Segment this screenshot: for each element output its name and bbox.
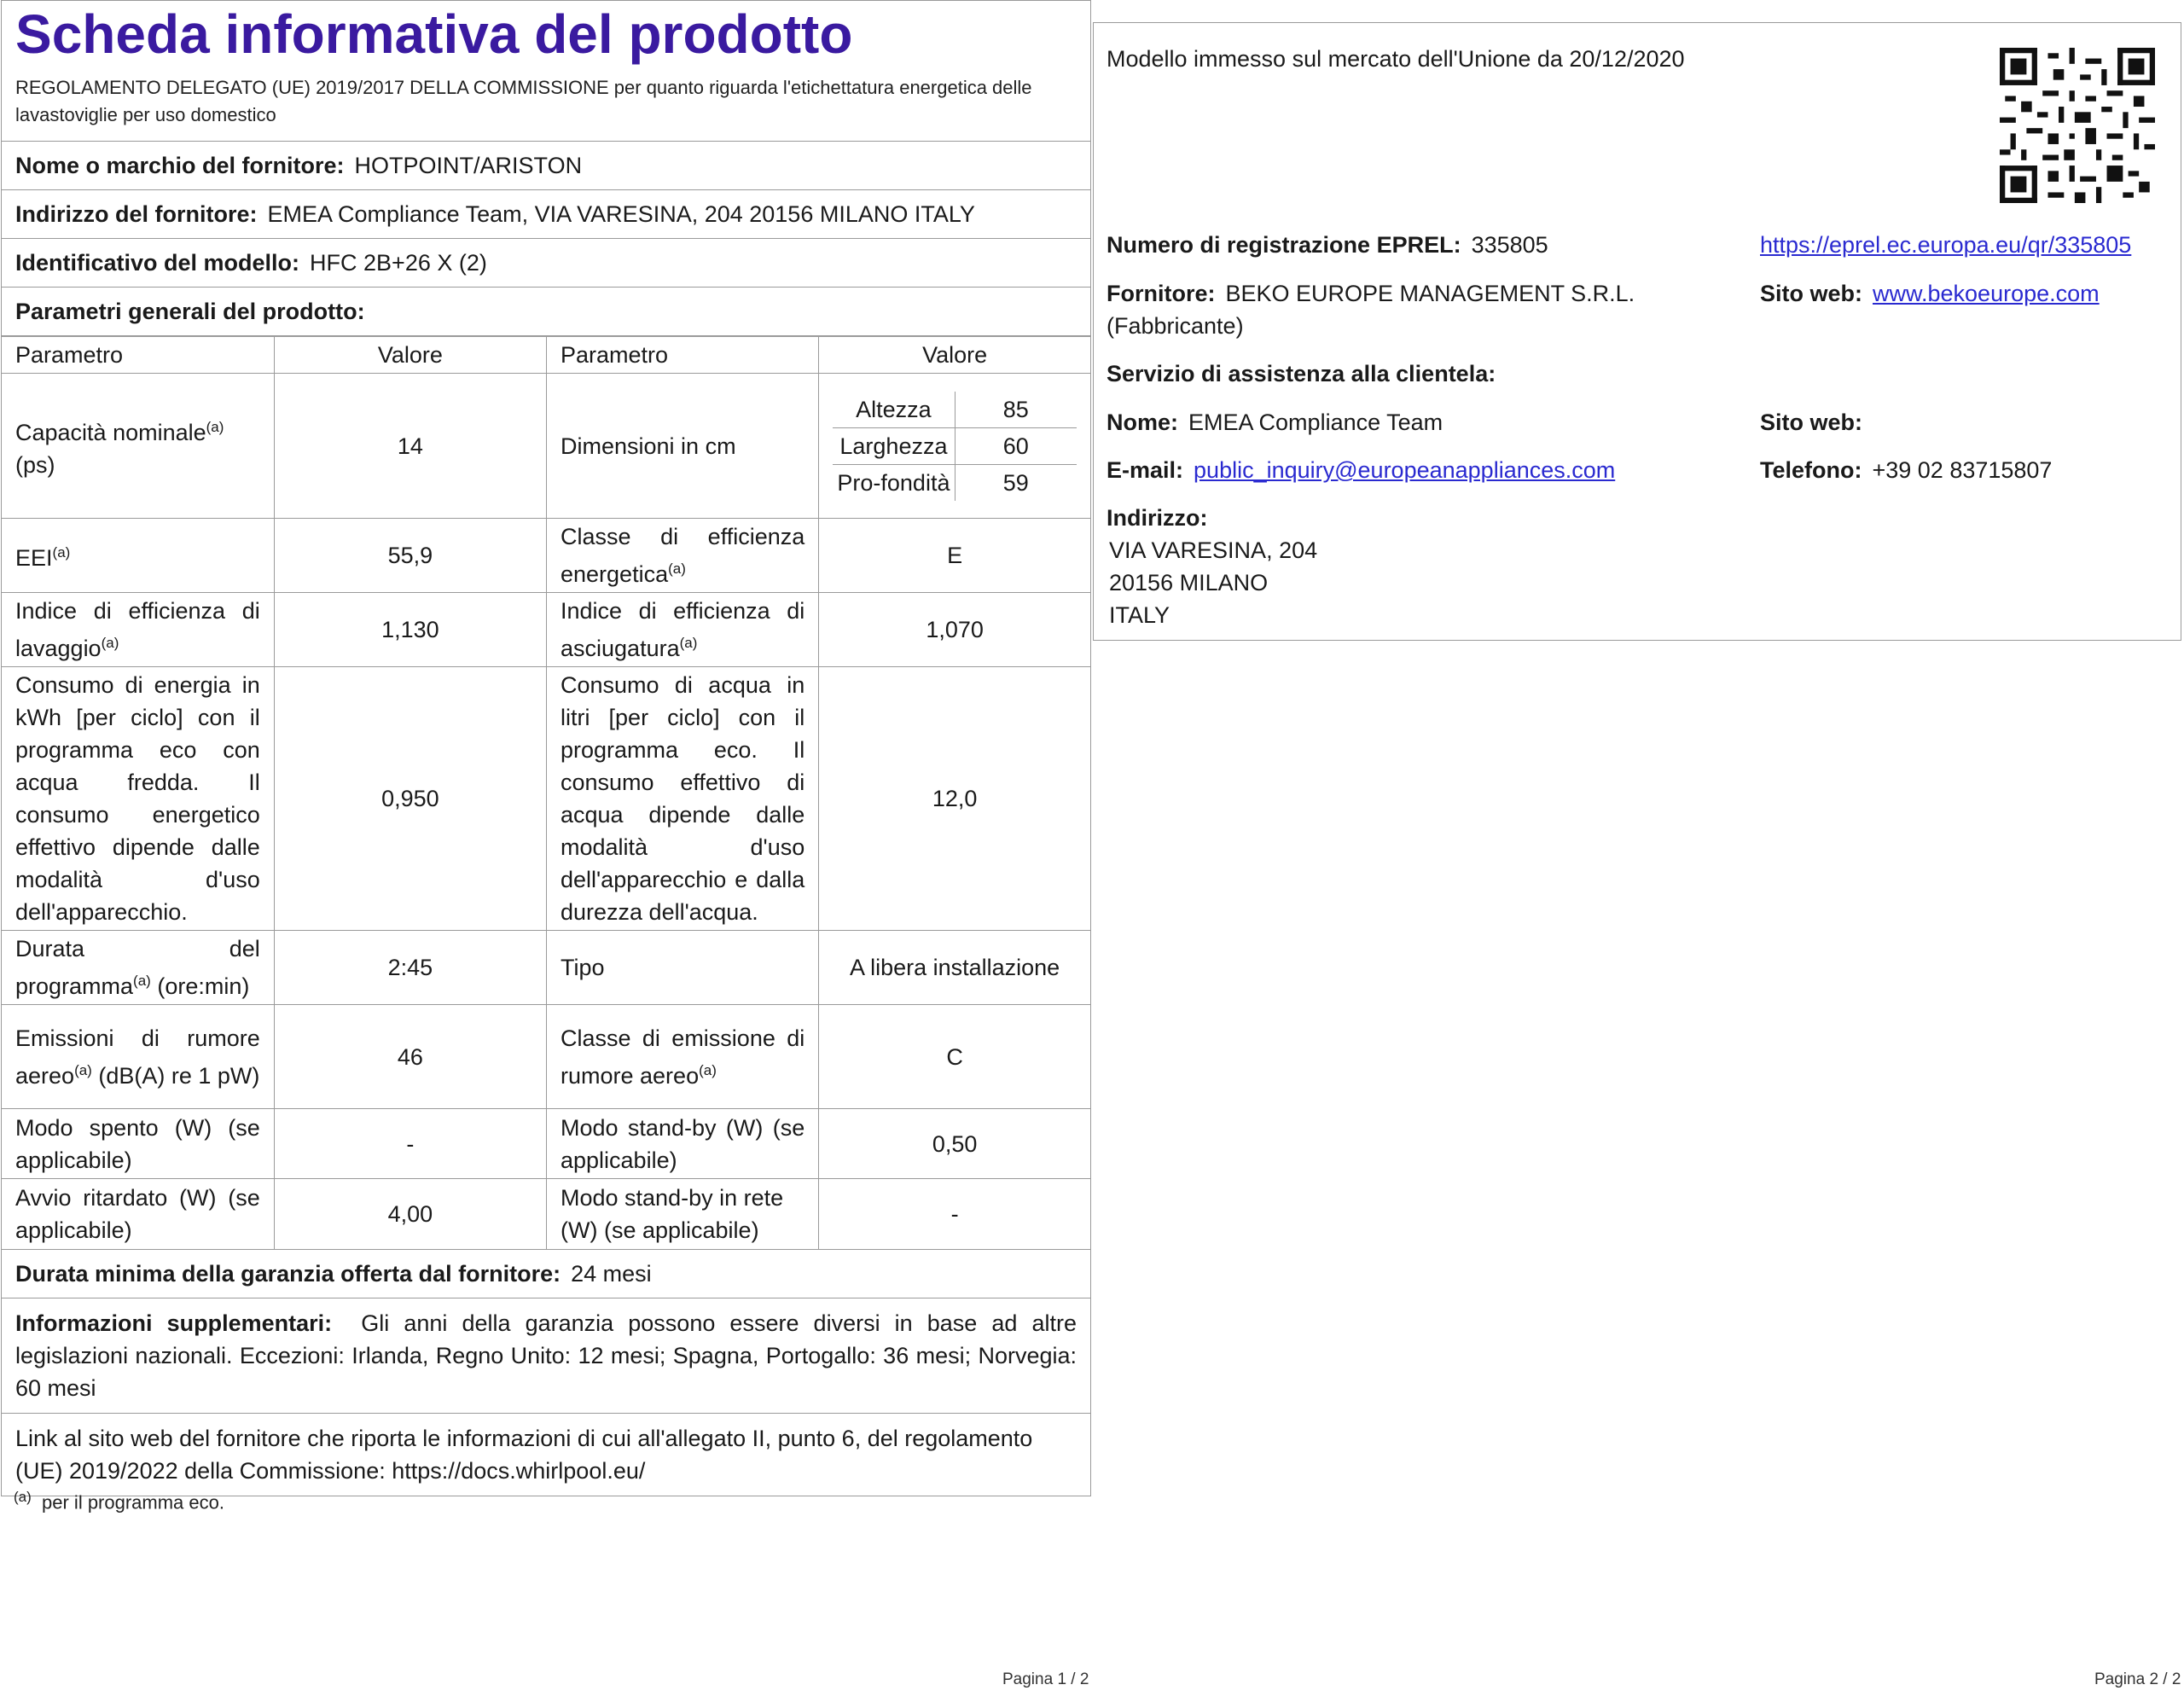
table-row — [2, 374, 1090, 519]
supplier-row — [1107, 277, 1746, 342]
capacity-label: Capacità nominale$^{(a)}$ (ps) — [2, 374, 274, 519]
capacity-value: 14 — [274, 374, 546, 519]
eprel-row — [1107, 229, 1548, 261]
page-number-left: Pagina 1 / 2 — [1002, 1670, 1089, 1688]
service-website-row — [1760, 406, 1862, 439]
extra-info-value: Gli anni della garanzia possono essere diversi in base ad altre legislazioni nazionali. Eccezioni: Irlanda, Regno Unito: 12 mesi; Spagna, Portogallo: 36 mesi; Norvegia: 60 mesi — [15, 1310, 1077, 1401]
phone-row — [1760, 454, 2052, 486]
service-name-row — [1107, 406, 1443, 439]
email-label: E-mail: — [1107, 457, 1184, 483]
address-line-3: ITALY — [1109, 602, 1170, 628]
supplier-value: BEKO EUROPE MANAGEMENT S.R.L. (Fabbricante) — [1107, 281, 1635, 339]
width-label: Larghezza — [833, 427, 955, 464]
address-line-1: VIA VARESINA, 204 — [1109, 537, 1318, 563]
product-info-sheet — [1, 0, 1091, 1496]
noise-label: Emissioni di rumore aereo$^{(a)}$ (dB(A) re 1 pW) — [2, 1005, 274, 1109]
dimensions-values — [819, 374, 1090, 519]
eei-value: 55,9 — [274, 519, 546, 593]
supplier-name-row — [2, 141, 1090, 189]
table-row — [2, 1109, 1090, 1179]
params-table-wrap — [2, 335, 1090, 1249]
supplier-link-row — [2, 1413, 1090, 1496]
page-number-right: Pagina 2 / 2 — [2094, 1670, 2181, 1688]
network-standby-label: Modo stand-by in rete (W) (se applicabile) — [547, 1179, 819, 1249]
supplier-link-text: Link al sito web del fornitore che riporta le informazioni di cui all'allegato II, punto 6, del regolamento (UE) 2019/2022 della Commissione: https://docs.whirlpool.eu/ — [15, 1425, 1033, 1484]
website-link[interactable]: www.bekoeurope.com — [1873, 281, 2100, 306]
energy-consumption-label: Consumo di energia in kWh [per ciclo] con il programma eco con acqua fredda. Il consumo energetico effettivo dipende dalle modalità d'uso dell'apparecchio. — [2, 667, 274, 931]
email-row — [1107, 454, 1615, 486]
off-mode-label: Modo spento (W) (se applicabile) — [2, 1109, 274, 1179]
params-heading-row — [2, 287, 1090, 335]
network-standby-value: - — [819, 1179, 1090, 1249]
warranty-row — [2, 1249, 1090, 1298]
phone-label: Telefono: — [1760, 457, 1862, 483]
service-name-label: Nome: — [1107, 410, 1179, 435]
wash-index-value: 1,130 — [274, 593, 546, 667]
height-label: Altezza — [833, 392, 955, 428]
service-name-value: EMEA Compliance Team — [1188, 410, 1443, 435]
noise-value: 46 — [274, 1005, 546, 1109]
address-label: Indirizzo: — [1107, 505, 1208, 531]
supplier-name-value: HOTPOINT/ARISTON — [354, 153, 583, 178]
energy-class-value: E — [819, 519, 1090, 593]
standby-value: 0,50 — [819, 1109, 1090, 1179]
depth-value: 59 — [1002, 469, 1029, 496]
params-table — [2, 336, 1090, 1249]
address-block — [1107, 502, 1317, 631]
header-value: Valore — [274, 337, 546, 374]
supplier-address-label: Indirizzo del fornitore: — [15, 201, 258, 227]
supplier-address-row — [2, 189, 1090, 238]
header-parameter-2: Parametro — [547, 337, 819, 374]
duration-label: Durata del programma$^{(a)}$ (ore:min) — [2, 931, 274, 1005]
standby-label: Modo stand-by (W) (se applicabile) — [547, 1109, 819, 1179]
supplier-name-label: Nome o marchio del fornitore: — [15, 153, 345, 178]
page-title: Scheda informativa del prodotto — [15, 3, 853, 65]
off-mode-value: - — [274, 1109, 546, 1179]
noise-class-value: C — [819, 1005, 1090, 1109]
market-date: Modello immesso sul mercato dell'Unione da 20/12/2020 — [1107, 46, 1685, 72]
table-row — [2, 667, 1090, 931]
supplier-address-value: EMEA Compliance Team, VIA VARESINA, 204 20156 MILANO ITALY — [267, 201, 975, 227]
water-consumption-label: Consumo di acqua in litri [per ciclo] con il programma eco. Il consumo effettivo di acqua dipende dalle modalità d'uso dell'apparecchio e dalla durezza dell'acqua. — [547, 667, 819, 931]
warranty-value: 24 mesi — [571, 1260, 652, 1287]
eei-label: EEI$^{(a)}$ — [2, 519, 274, 593]
dimensions-label: Dimensioni in cm — [547, 374, 819, 519]
regulation-text: REGOLAMENTO DELEGATO (UE) 2019/2017 DELLA COMMISSIONE per quanto riguarda l'etichettatura energetica delle lavastoviglie per uso domestico — [15, 77, 1032, 125]
footnote-mark: (a) — [14, 1489, 32, 1505]
wash-index-label: Indice di efficienza di lavaggio$^{(a)}$ — [2, 593, 274, 667]
header-parameter: Parametro — [2, 337, 274, 374]
table-header-row — [2, 337, 1090, 374]
duration-value: 2:45 — [274, 931, 546, 1005]
footnote-text: per il programma eco. — [42, 1491, 224, 1513]
table-row — [2, 1179, 1090, 1249]
extra-info-row — [2, 1298, 1090, 1413]
table-row — [2, 1005, 1090, 1109]
noise-class-label: Classe di emissione di rumore aereo$^{(a)}$ — [547, 1005, 819, 1109]
model-row — [2, 238, 1090, 287]
model-label: Identificativo del modello: — [15, 250, 300, 276]
eprel-value: 335805 — [1471, 232, 1548, 258]
footnote — [14, 1489, 224, 1513]
service-website-label: Sito web: — [1760, 410, 1862, 435]
type-value: A libera installazione — [819, 931, 1090, 1005]
type-label: Tipo — [547, 931, 819, 1005]
website-row — [1760, 277, 2100, 310]
eprel-link[interactable]: https://eprel.ec.europa.eu/qr/335805 — [1760, 232, 2132, 258]
dry-index-value: 1,070 — [819, 593, 1090, 667]
phone-value: +39 02 83715807 — [1872, 457, 2053, 483]
model-value: HFC 2B+26 X (2) — [310, 250, 487, 276]
table-row — [2, 593, 1090, 667]
energy-class-label: Classe di efficienza energetica$^{(a)}$ — [547, 519, 819, 593]
table-row — [2, 931, 1090, 1005]
website-label: Sito web: — [1760, 281, 1862, 306]
eprel-label: Numero di registrazione EPREL: — [1107, 232, 1461, 258]
service-heading: Servizio di assistenza alla clientela: — [1107, 361, 1496, 386]
address-line-2: 20156 MILANO — [1109, 570, 1269, 595]
extra-info-label: Informazioni supplementari: — [15, 1310, 333, 1336]
email-link[interactable]: public_inquiry@europeanappliances.com — [1194, 457, 1616, 483]
water-consumption-value: 12,0 — [819, 667, 1090, 931]
depth-label: Pro-fondità — [833, 464, 955, 501]
supplier-label: Fornitore: — [1107, 281, 1216, 306]
delay-start-value: 4,00 — [274, 1179, 546, 1249]
warranty-label: Durata minima della garanzia offerta dal fornitore: — [15, 1260, 561, 1287]
header-value-2: Valore — [819, 337, 1090, 374]
delay-start-label: Avvio ritardato (W) (se applicabile) — [2, 1179, 274, 1249]
energy-consumption-value: 0,950 — [274, 667, 546, 931]
table-row — [2, 519, 1090, 593]
qr-code-icon[interactable] — [2000, 48, 2155, 203]
dry-index-label: Indice di efficienza di asciugatura$^{(a)}$ — [547, 593, 819, 667]
params-heading: Parametri generali del prodotto: — [15, 299, 365, 324]
height-value: 85 — [955, 392, 1077, 428]
width-value: 60 — [955, 427, 1077, 464]
